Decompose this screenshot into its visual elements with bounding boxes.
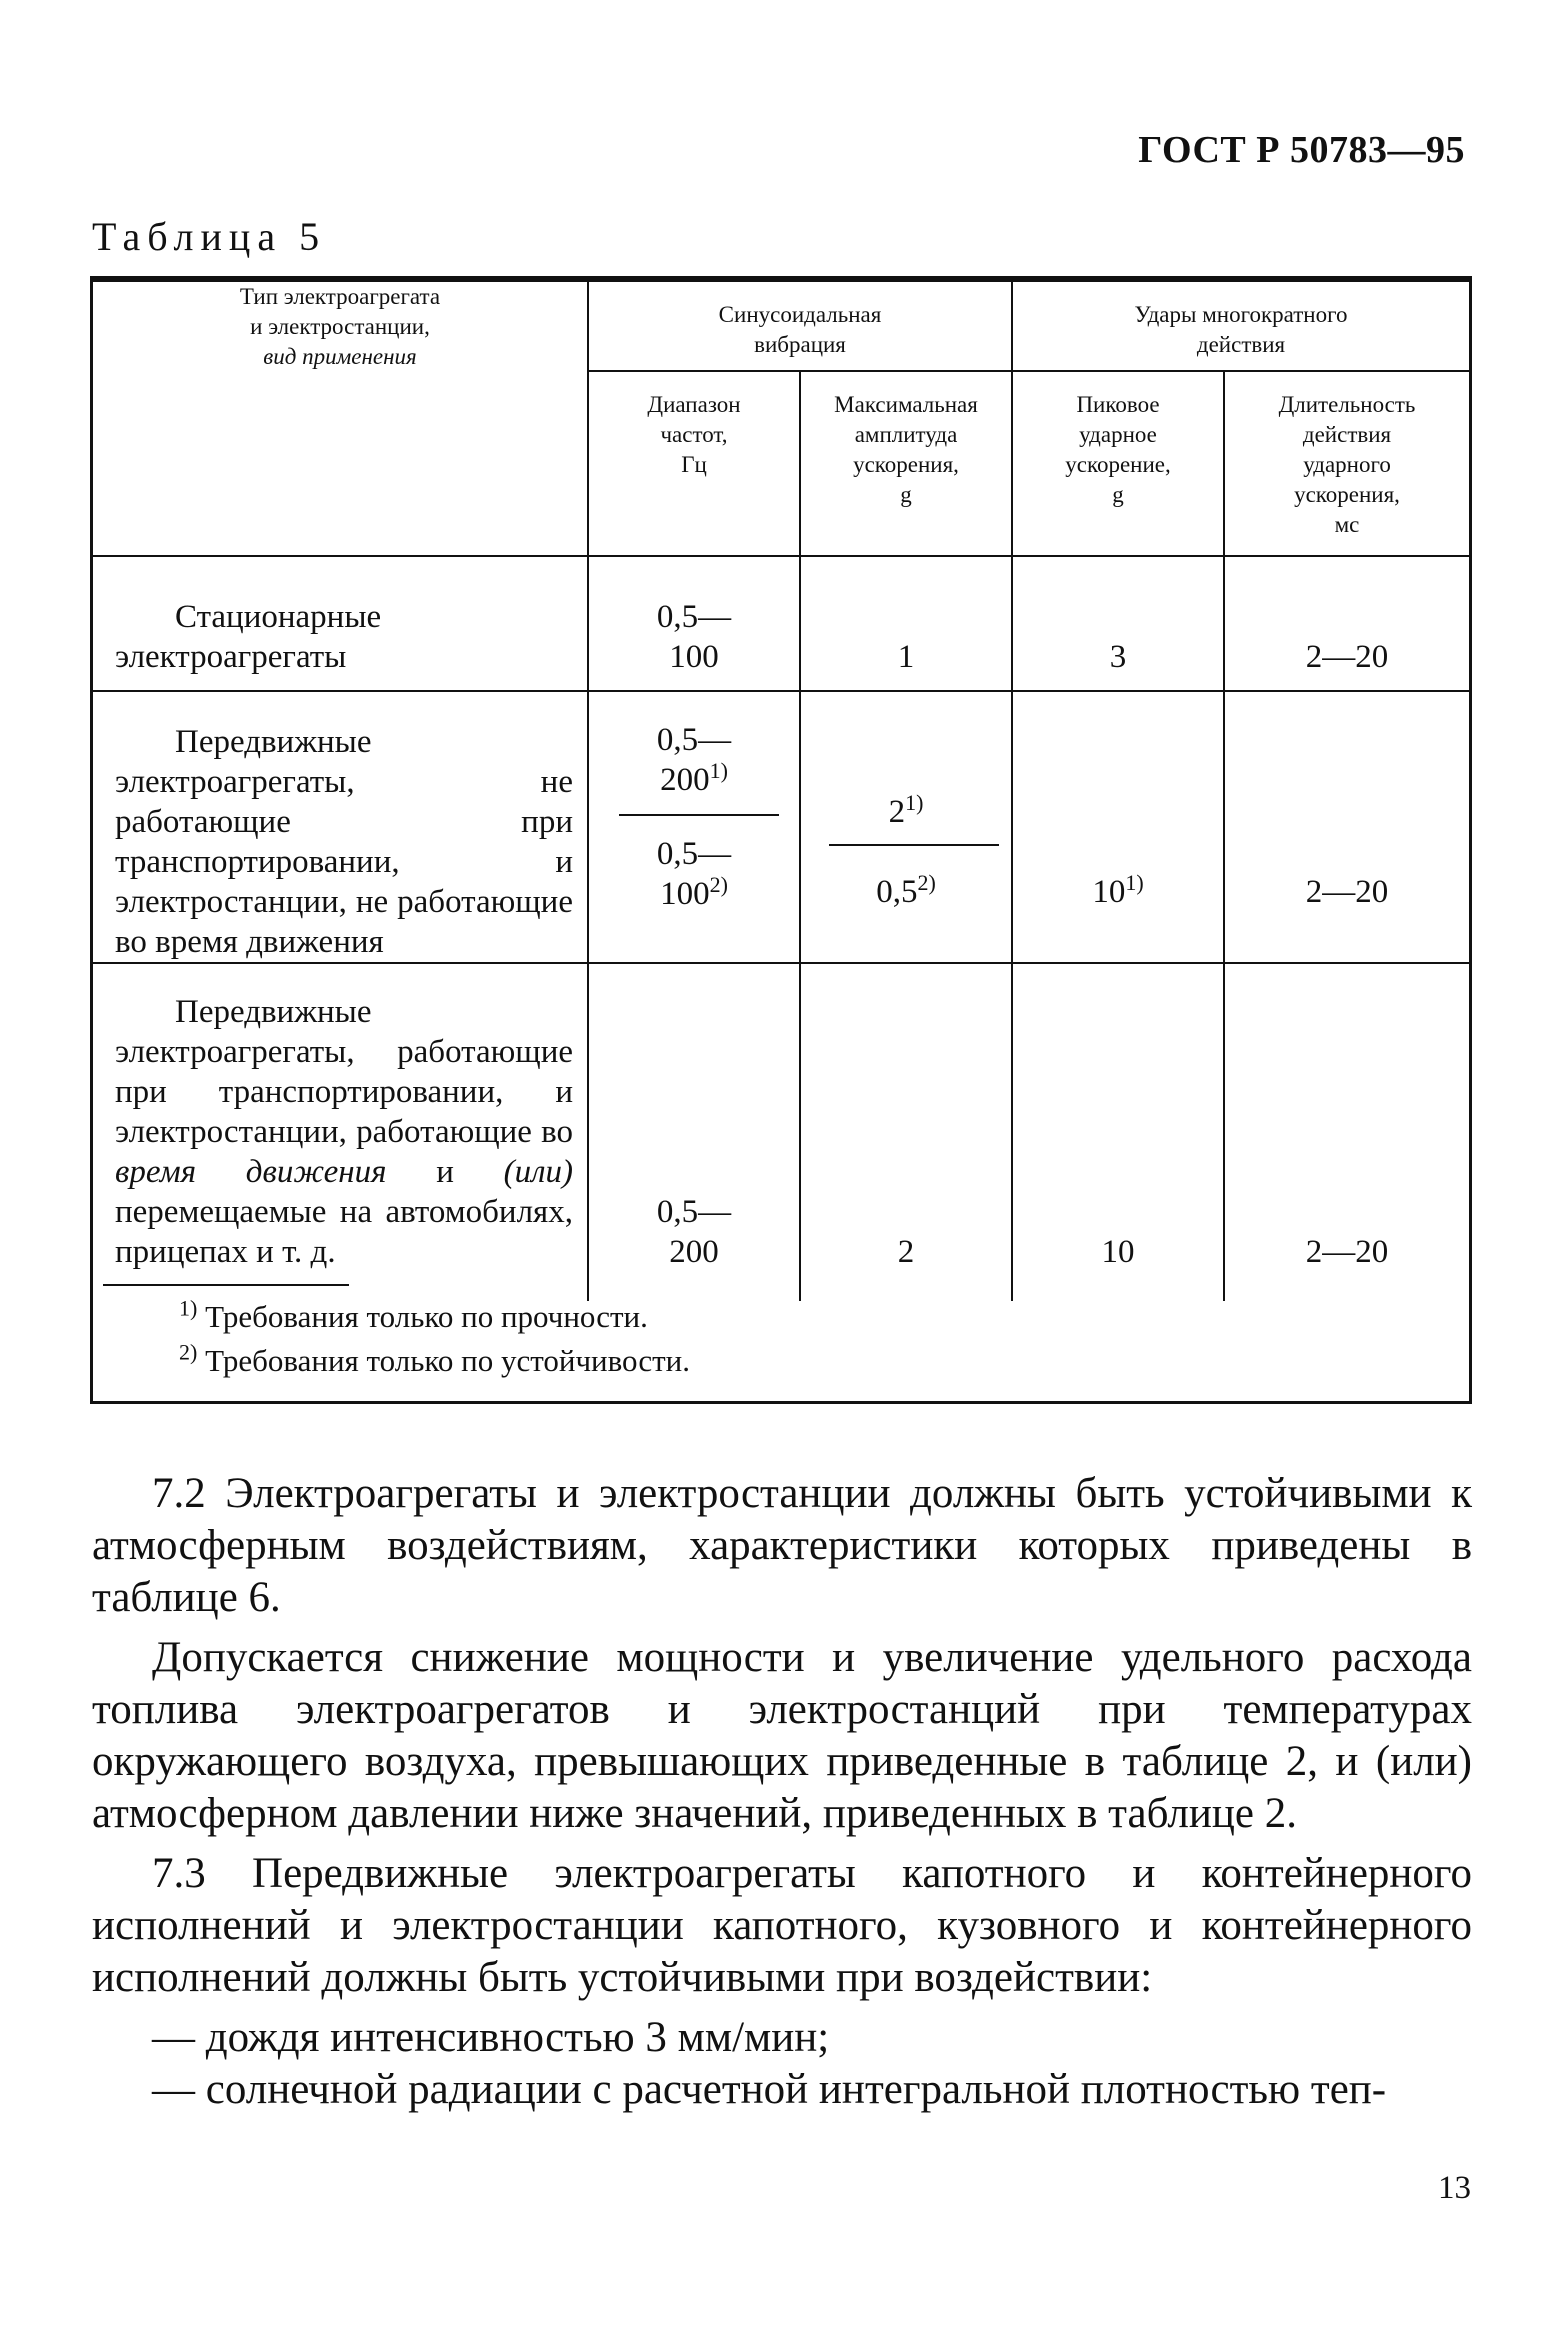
paragraph-7-3: 7.3 Передвижные электроагрегаты капотного и контейнерного исполнений и электростанции капотного, кузовного и контейнерного исполнений должны быть устойчивыми при воздействии: [92,1850,1472,2001]
row2-duration: 2—20 [1224,691,1469,963]
header-amplitude: Максимальная амплитуда ускорения, g [800,371,1012,556]
row2-peak: 10$^{1)}$ [1012,691,1224,963]
row3-duration: 2—20 [1224,963,1469,1301]
footnote-1: $^{1)}$ Требования только по прочности. [179,1295,648,1334]
header-vibration-group: Синусоидальная вибрация [588,282,1012,371]
footnote-rule [103,1284,349,1286]
header-shock-group: Удары многократного действия [1012,282,1469,371]
header-duration: Длительность действия ударного ускорения, мс [1224,371,1469,556]
table-row [93,556,1469,691]
page-number: 13 [1438,2170,1471,2206]
footnote-2: $^{2)}$ Требования только по устойчивости. [179,1339,690,1378]
standard-designation: ГОСТ Р 50783—95 [1138,129,1465,171]
row3-peak: 10 [1012,963,1224,1301]
paragraph-7-2: 7.2 Электроагрегаты и электростанции должны быть устойчивыми к атмосферным воздействиям, характеристики которых приведены в таблице 6. [92,1470,1472,1621]
table-row [93,691,1469,963]
row2-frequency-divider [619,814,779,816]
table-footnotes [179,1295,690,1383]
header-type: Тип электроагрегата и электростанции, вид применения [239,284,441,369]
row2-frequency: 0,5— 200$^{1)}$ 0,5— 100$^{2)}$ [588,691,800,963]
row2-amplitude: 2$^{1)}$ 0,5$^{2)}$ [800,691,1012,963]
header-frequency: Диапазон частот, Гц [588,371,800,556]
row1-duration: 2—20 [1224,556,1469,691]
row1-frequency: 0,5— 100 [588,556,800,691]
body-text [92,1468,1472,2116]
table-row [93,963,1469,1301]
header-peak: Пиковое ударное ускорение, g [1012,371,1224,556]
list-item: — дождя интенсивностью 3 мм/мин; [152,2014,830,2061]
row2-amplitude-divider [829,844,999,846]
row3-frequency: 0,5— 200 [588,963,800,1301]
paragraph-note: Допускается снижение мощности и увеличение удельного расхода топлива электроагрегатов и электростанций при температурах окружающего воздуха, превышающих приведенные в таблице 2, и (или) атмосферном давлении ниже значений, приведенных в таблице 2. [92,1634,1472,1837]
row3-type: Передвижные электроагрегаты, работающие при транспортировании, и электростанции, работающие во время движения и (или) перемещаемые на автомобилях, прицепах и т. д. [93,963,588,1301]
table-grid [93,282,1469,1301]
row1-amplitude: 1 [800,556,1012,691]
list-item: — солнечной радиации с расчетной интегральной плотностью теп- [152,2066,1387,2113]
table-5 [90,276,1472,1404]
table-caption: Таблица 5 [92,214,327,259]
row3-amplitude: 2 [800,963,1012,1301]
row2-type: Передвижные электроагрегаты, не работающие при транспортировании, и электростанции, не работающие во время движения [93,691,588,963]
row1-type: Стационарные электроагрегаты [93,556,588,691]
row1-peak: 3 [1012,556,1224,691]
